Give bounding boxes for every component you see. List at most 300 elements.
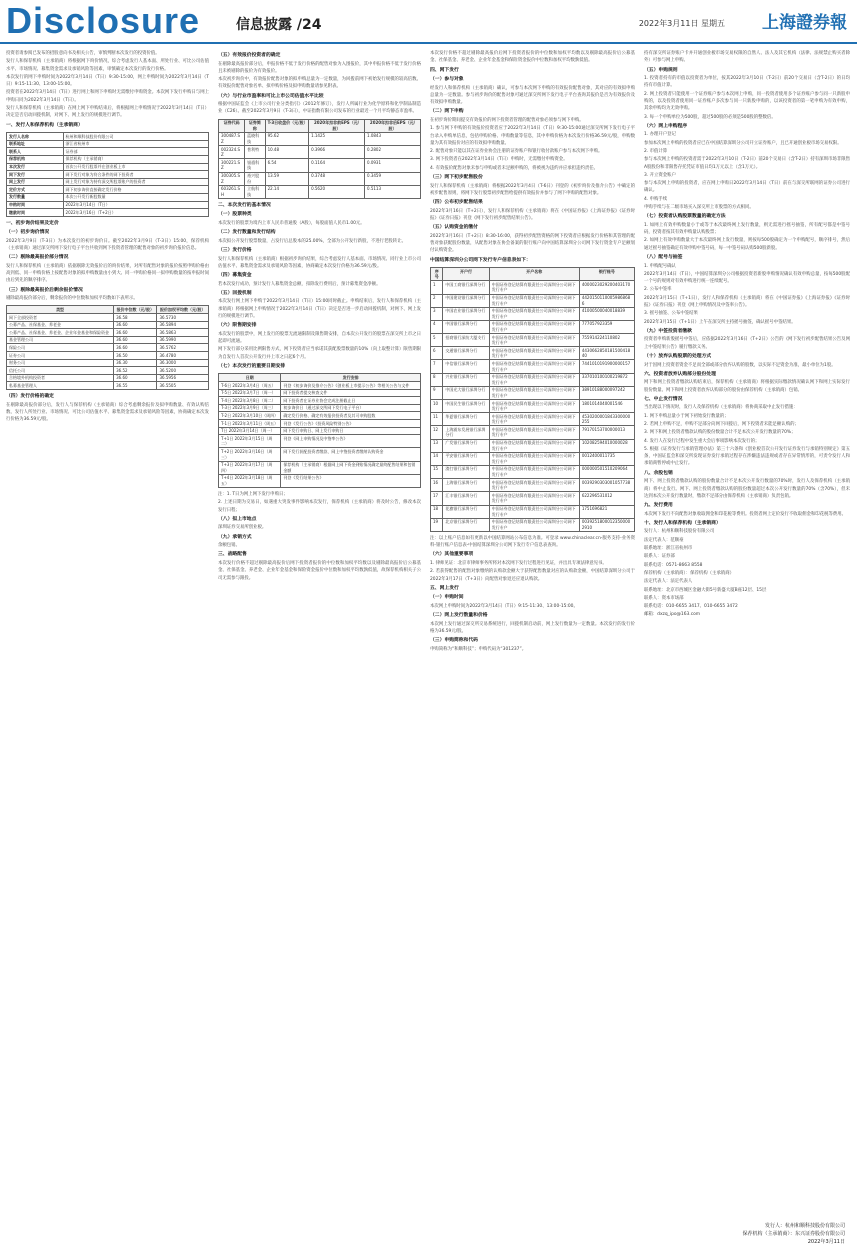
table-row bbox=[7, 186, 209, 194]
section-heading: （四）募集资金 bbox=[218, 273, 252, 279]
table-cell: 交通银行深圳分行 bbox=[443, 347, 489, 360]
table-cell: 12 bbox=[431, 426, 443, 439]
table-row bbox=[219, 420, 421, 428]
section-heading: （六）与行业市盈率和可比上市公司估值水平比较 bbox=[218, 93, 324, 99]
table-cell: 755914224110802 bbox=[579, 334, 634, 347]
section-heading: 七、中止发行情况 bbox=[644, 396, 683, 402]
table-cell: 8 bbox=[431, 373, 443, 386]
table-row bbox=[219, 374, 421, 382]
table-cell: 300487.SZ bbox=[219, 132, 245, 145]
table-cell: 443066285018150041840 bbox=[579, 347, 634, 360]
table-row bbox=[7, 193, 209, 201]
table-cell: 00392518000123500002910 bbox=[579, 518, 634, 531]
section-heading: 九、发行费用 bbox=[644, 503, 673, 509]
table-row bbox=[7, 374, 209, 382]
paragraph: 发行人：杭州和顺科技股份有限公司 bbox=[644, 529, 715, 535]
paragraph: 深圳证券交易所创业板。 bbox=[218, 525, 267, 531]
row-label: 申购时间 bbox=[7, 201, 64, 209]
row-value: 证券部 bbox=[63, 148, 208, 156]
row-label: 发行数量 bbox=[7, 193, 64, 201]
row-value: 2022年3月14日（T日） bbox=[63, 201, 208, 209]
table-cell: 18 bbox=[431, 505, 443, 518]
column-4 bbox=[644, 50, 850, 1200]
paragraph: 注：以上账户信息如有更新以中国结算网站公布信息为准。可登录 www.chinaclear.cn-服务支持-业务资料-银行账户信息表-中国结算深圳分公司网下发行专户信息表查询。 bbox=[430, 535, 635, 549]
column-header: 报价加权平均数（元/股） bbox=[157, 306, 209, 314]
section-title: Disclosure bbox=[6, 0, 201, 41]
table-cell: 中国建设银行深圳分行 bbox=[443, 294, 489, 307]
table-title: 中国结算深圳分公司网下发行专户信息表如下： bbox=[430, 257, 531, 263]
table-cell: 中国光大银行深圳分行 bbox=[443, 386, 489, 399]
table-row bbox=[219, 435, 421, 448]
paragraph: 发行人和保荐机构（主承销商）将根据2022年3月4日（T-6日）刊登的《初步询价及推介公告》中确定的初步配售原则，将网下发行股票初步配售给提供有效报价并参与了网下申购的配售对象。 bbox=[430, 183, 635, 196]
table-cell: 002324.SZ bbox=[219, 146, 245, 159]
table-cell: 36.4780 bbox=[157, 352, 209, 360]
table-cell: 36.60 bbox=[114, 374, 157, 382]
table-cell: 立航科技 bbox=[245, 185, 265, 198]
table-cell: 招商银行深纺大厦支行 bbox=[443, 334, 489, 347]
section-heading: （九）中签投资者缴款 bbox=[644, 328, 692, 334]
table-cell: 中国工商银行深圳分行 bbox=[443, 281, 489, 294]
table-cell: T-6日 2022年3月4日（周五） bbox=[219, 382, 281, 390]
table-cell: 22.14 bbox=[265, 185, 309, 198]
table-cell: 网下发行申购日、网上发行申购日 bbox=[281, 427, 421, 435]
row-value: 网下初步询价直接确定发行价格 bbox=[63, 186, 208, 194]
row-value: 网上发行对象为持有深交所股票账户的投资者 bbox=[63, 178, 208, 186]
paragraph: 2022年3月15日（T+1日）上午在深交所主持摇号抽签，确认摇号中签结果。 bbox=[644, 319, 796, 325]
table-cell: 中国证券登记结算有限责任公司深圳分公司网下发行专户 bbox=[489, 465, 579, 478]
paragraph: 发行人和保荐机构（主承销商）将根据网下询价情况，综合考虑发行人基本面、所处行业、可比公司估值水平、市场情况、募集资金需求及承销风险等因素，审慎确定本次发行的发行价格。 bbox=[6, 59, 209, 72]
footer-date: 2022年3月11日 bbox=[807, 1239, 845, 1245]
column-header: 开户名称 bbox=[489, 268, 579, 281]
paragraph: 联系人：资本市场部 bbox=[644, 595, 684, 601]
paragraph: 4. 有效报价配售对象未参与申购或者未足额申购的，将被视为违约并应承担违约责任。 bbox=[430, 165, 599, 171]
table-row bbox=[7, 314, 209, 322]
table-row bbox=[7, 155, 209, 163]
row-value: 浙江省杭州市 bbox=[63, 140, 208, 148]
table-cell: 普利特 bbox=[245, 146, 265, 159]
section-heading: 二、本次发行的基本情况 bbox=[218, 202, 271, 208]
paragraph: 网下发行部分采用比例限售方式，网下投资者应当承诺其获配股票数量的10%（向上取整计算）限售期限为自发行人首次公开发行并上市之日起6个月。 bbox=[218, 347, 421, 360]
table-cell: 蓝晓科技 bbox=[245, 132, 265, 145]
table-cell: 0039290303001057738 bbox=[579, 479, 634, 492]
paragraph: 法定代表人：范顺豪 bbox=[644, 537, 684, 543]
table-cell: 公募产品、社保基金、养老金 bbox=[7, 321, 114, 329]
table-cell: 网下全部投资者 bbox=[7, 314, 114, 322]
table-cell: 银禧科技 bbox=[245, 159, 265, 172]
table-cell: 中国证券登记结算有限责任公司深圳分公司网下发行专户 bbox=[489, 320, 579, 333]
table-row bbox=[431, 347, 635, 360]
column-header: 证券简称 bbox=[245, 119, 265, 132]
paragraph: 网下、网上投资者缴款认购的股份数量合计不足本次公开发行数量的70%时，发行人及保荐机构（主承销商）将中止发行。网下、网上投资者缴款认购的股份数量超过本次公开发行数量的70%（含70%），但未达到本次公开发行数量时，缴款不足部分由保荐机构（主承销商）负责包销。 bbox=[644, 479, 850, 499]
table-cell: 中国证券登记结算有限责任公司深圳分公司网下发行专户 bbox=[489, 347, 579, 360]
table-cell: 36.5762 bbox=[157, 344, 209, 352]
table-cell: 36.5200 bbox=[157, 367, 209, 375]
paragraph: 1. 投资者持有的市值以投资者为单位，按其2022年3月10日（T-2日）前20个交易日（含T-2日）的日均持有市值计算。 bbox=[644, 76, 850, 89]
table-cell: T+3日 2022年3月17日（周四） bbox=[219, 461, 281, 474]
table-row bbox=[219, 389, 421, 397]
row-value: 2022年3月16日（T+2日） bbox=[63, 209, 208, 217]
row-label: 联系人 bbox=[7, 148, 64, 156]
table-row bbox=[431, 373, 635, 386]
section-heading: （一）股票种类 bbox=[218, 212, 252, 218]
table-cell: 10.48 bbox=[265, 146, 309, 159]
column-1 bbox=[6, 50, 209, 1240]
table-row bbox=[431, 400, 635, 413]
table-cell: 17 bbox=[431, 492, 443, 505]
table-cell: 36.60 bbox=[114, 344, 157, 352]
table-cell: 41000500040018839 bbox=[579, 307, 634, 320]
table-cell: 36.5956 bbox=[157, 374, 209, 382]
section-heading: （一）初步询价情况 bbox=[6, 230, 50, 236]
table-row bbox=[7, 306, 209, 314]
table-cell: 36.55 bbox=[114, 382, 157, 390]
paragraph: 1. 申购配号确认 bbox=[644, 263, 676, 269]
table-cell: 中国证券登记结算有限责任公司深圳分公司网下发行专户 bbox=[489, 281, 579, 294]
peer-comparison-table bbox=[218, 119, 421, 199]
table-cell: 中国证券登记结算有限责任公司深圳分公司网下发行专户 bbox=[489, 479, 579, 492]
column-header: 银行账号 bbox=[579, 268, 634, 281]
paragraph: 2022年3月16日（T+2日），发行人和保荐机构（主承销商）将在《中国证券报》《上海证券报》《证券时报》《证券日报》刊登《网下发行初步配售结果公告》。 bbox=[430, 208, 635, 221]
section-heading: （三）申购简称和代码 bbox=[430, 638, 478, 644]
paragraph: 3. 网下和网上投资者缴款认购的股份数量合计不足本次公开发行数量的70%； bbox=[644, 430, 796, 436]
section-heading: 三、战略配售 bbox=[218, 552, 247, 558]
table-cell: 000000501510209064 bbox=[579, 465, 634, 478]
table-cell: 2 bbox=[431, 294, 443, 307]
paragraph: 本次发行的股票中，网上发行的股票无流通限制及限售期安排，自本次公开发行的股票在深交所上市之日起即可流通。 bbox=[218, 331, 421, 345]
table-row bbox=[219, 461, 421, 474]
section-heading: 五、网上发行 bbox=[430, 585, 459, 591]
table-cell: 0.3966 bbox=[309, 146, 365, 159]
table-cell: 4 bbox=[431, 320, 443, 333]
paragraph: 经发行人和保荐机构（主承销商）确认，可参与本次网下申购的有效报价配售对象，其对应的有效拟申购总量为一定数量。参与初步询价的配售对象可通过深交所网下发行电子平台查询其报价是否为有效报价及有效拟申购数量。 bbox=[430, 85, 635, 106]
table-cell: 初步询价日（通过深交所网下发行电子平台） bbox=[281, 404, 421, 412]
table-cell: 中国证券登记结算有限责任公司深圳分公司网下发行专户 bbox=[489, 413, 579, 426]
section-heading: （四）发行价格的确定 bbox=[6, 394, 54, 400]
section-heading: （二）发行数量和发行结构 bbox=[218, 230, 276, 236]
table-row bbox=[219, 159, 421, 172]
paragraph: 3. 每一个申购单位为500股，超过500股的必须是500股的整数倍。 bbox=[644, 114, 776, 120]
table-row bbox=[7, 133, 209, 141]
bank-account-table bbox=[430, 267, 635, 532]
table-cell: 10 bbox=[431, 400, 443, 413]
section-heading: （二）网上发行数量和价格 bbox=[430, 613, 488, 619]
paragraph: 本次拟公开发行股票数量，占发行后总股本的25.00%，全部为公开发行新股，不进行老股转让。 bbox=[218, 238, 406, 244]
table-cell: 网下投资者提交核查文件 bbox=[281, 389, 421, 397]
paragraph: 2. 若获得配售的配售对象缴纳的认购款金额大于获得配售数量对应的认购款金额，中国结算深圳分公司于2022年3月17日（T+3日）向配售对象退还应退认购款。 bbox=[430, 569, 635, 582]
table-cell: 1801014040001546 bbox=[579, 400, 634, 413]
paragraph: 本次发行价格不超过剔除最高报价后网下投资者报价的中位数和加权平均数以及剔除最高报价后公募基金、社保基金、养老金、企业年金基金和保险资金报价中位数和加权平均数孰低值。 bbox=[430, 51, 635, 64]
table-cell: 622296531012 bbox=[579, 492, 634, 505]
table-cell: 0.2802 bbox=[365, 146, 421, 159]
paragraph: 联系电话：010-6655 3417、010-6655 3472 bbox=[644, 604, 738, 610]
table-row bbox=[219, 146, 421, 159]
table-cell: 中国证券登记结算有限责任公司深圳分公司网下发行专户 bbox=[489, 505, 579, 518]
table-cell: 财务公司 bbox=[7, 359, 114, 367]
paragraph: 2. 市值计算 bbox=[644, 148, 668, 154]
table-cell: 裕兴股份 bbox=[245, 172, 265, 185]
table-row bbox=[219, 404, 421, 412]
paragraph: 联系地址：浙江省杭州市 bbox=[644, 546, 693, 552]
table-cell: 0.3459 bbox=[365, 172, 421, 185]
table-cell: 刊登《发行结果公告》 bbox=[281, 474, 421, 487]
table-cell: 中国证券登记结算有限责任公司深圳分公司网下发行专户 bbox=[489, 373, 579, 386]
table-cell: 中国农业银行深圳分行 bbox=[443, 307, 489, 320]
paragraph: 1. 网下申购总量小于网下初始发行数量的； bbox=[644, 413, 729, 419]
table-row bbox=[431, 479, 635, 492]
row-label: 定价方式 bbox=[7, 186, 64, 194]
table-cell: 中国证券登记结算有限责任公司深圳分公司网下发行专户 bbox=[489, 439, 579, 452]
table-cell: 19 bbox=[431, 518, 443, 531]
section-heading: （一）申购时间 bbox=[430, 595, 464, 601]
table-row bbox=[219, 172, 421, 185]
table-cell: 3 bbox=[431, 307, 443, 320]
row-label: 保荐机构 bbox=[7, 155, 64, 163]
table-cell: 1751696821 bbox=[579, 505, 634, 518]
table-cell: 兴业银行深圳分行 bbox=[443, 373, 489, 386]
table-cell: 平安银行深圳分行 bbox=[443, 452, 489, 465]
table-cell: T日 2022年3月14日（周一） bbox=[219, 427, 281, 435]
paragraph: 联系电话：0571-8663 8558 bbox=[644, 562, 703, 568]
table-cell: 0.5620 bbox=[309, 185, 365, 198]
paragraph: 联系人：证券部 bbox=[644, 554, 675, 560]
table-cell: 6 bbox=[431, 347, 443, 360]
table-row bbox=[431, 465, 635, 478]
paragraph: 参与本次网上申购的投资者需于2022年3月10日（T-2日）前20个交易日（含T-2日）持有深圳市场非限售A股股份和非限售存托凭证市值日均1万元以上（含1万元）。 bbox=[644, 157, 850, 170]
table-row bbox=[431, 518, 635, 531]
paragraph: 投资者申购新股摇号中签后，应依据2022年3月16日（T+2日）公告的《网下发行初步配售结果公告及网上中签结果公告》履行缴款义务。 bbox=[644, 337, 850, 350]
footer-issuer: 发行人：杭州和顺科技股份有限公司 bbox=[764, 1223, 845, 1229]
table-row bbox=[7, 329, 209, 337]
table-cell: T+4日 2022年3月18日（周五） bbox=[219, 474, 281, 487]
paragraph: 邮箱：dxzq_ipo@163.com bbox=[644, 612, 701, 618]
paragraph: 3. 开立资金账户 bbox=[644, 172, 676, 178]
paragraph: 本次发行网上网下申购于2022年3月14日（T日）15:00同时截止。申购结束后，发行人和保荐机构（主承销商）将根据网上申购情况于2022年3月14日（T日）决定是否进一步启动回拨机制，对网下、网上发行的规模进行调节。 bbox=[218, 299, 421, 319]
table-row bbox=[7, 163, 209, 171]
table-cell: 0.3748 bbox=[309, 172, 365, 185]
section-heading: （二）网下申购 bbox=[430, 109, 464, 115]
table-row bbox=[431, 307, 635, 320]
table-cell: 上海浦东发展银行深圳分行 bbox=[443, 426, 489, 439]
table-cell: 网下投资者在证券业协会完成注册截止日 bbox=[281, 397, 421, 405]
table-cell: T-4日 2022年3月8日（周二） bbox=[219, 397, 281, 405]
table-cell: 36.50 bbox=[114, 352, 157, 360]
section-heading: 四、网下发行 bbox=[430, 67, 459, 73]
section-heading: （九）承销方式 bbox=[218, 534, 252, 540]
row-label: 发行人名称 bbox=[7, 133, 64, 141]
paragraph: 在初步询价期间提交有效报价的网下投资者管理的配售对象必须参与网下申购。 bbox=[430, 117, 584, 123]
paragraph: 3. 摇号抽签、公布中签结果 bbox=[644, 311, 698, 317]
table-cell: 7441010191900000157 bbox=[579, 360, 634, 373]
table-row bbox=[219, 412, 421, 420]
quote-summary-table bbox=[6, 305, 209, 390]
table-cell: 合格境外机构投资者 bbox=[7, 374, 114, 382]
section-heading: （十）放弃认购股票的处理方式 bbox=[644, 354, 712, 359]
table-cell: 信托公司 bbox=[7, 367, 114, 375]
paragraph: 对于因网上投资者资金不足而全部或部分放弃认购的股数，以实际不足资金为准，最小单位为1股。 bbox=[644, 362, 836, 368]
paragraph: 发行人和保荐机构（主承销商）依据剔除无效报价后的询价结果，对所有配售对象的报价按照申购价格由高到低、同一申购价格上按配售对象的拟申购数量由小到大、同一申购价格同一拟申购数量的按申报时间由后到先的顺序排序。 bbox=[6, 263, 209, 284]
section-heading: （一）参与对象 bbox=[430, 77, 464, 83]
paragraph: 本次网下发行不向配售对象收取佣金和印花税等费用。投资者网上定价发行不收取佣金和印花税等费用。 bbox=[644, 511, 846, 517]
table-cell: 保险公司 bbox=[7, 344, 114, 352]
table-row bbox=[7, 178, 209, 186]
masthead bbox=[0, 0, 857, 44]
row-label: 联系地址 bbox=[7, 140, 64, 148]
section-heading: （三）网下初步配售股份 bbox=[430, 175, 483, 181]
table-cell: 4530200001843300000255 bbox=[579, 413, 634, 426]
table-cell: 广发银行深圳分行 bbox=[443, 439, 489, 452]
table-cell: 中国证券登记结算有限责任公司深圳分公司网下发行专户 bbox=[489, 518, 579, 531]
paragraph: 2. 公布中签率 bbox=[644, 287, 672, 293]
column-2 bbox=[218, 50, 421, 1240]
section-heading: （三）剔除最高报价后剩余报价情况 bbox=[6, 287, 83, 293]
table-cell: 证券公司 bbox=[7, 352, 114, 360]
section-heading: （六）其他重要事项 bbox=[430, 552, 474, 558]
row-label: 网上发行 bbox=[7, 178, 64, 186]
row-value: 本次公开发行新股数量 bbox=[63, 193, 208, 201]
table-cell: 中国证券登记结算有限责任公司深圳分公司网下发行专户 bbox=[489, 386, 579, 399]
table-cell: 36.60 bbox=[114, 336, 157, 344]
paragraph: 投资者在2022年3月14日（T日）进行网上和网下申购时无需缴付申购资金。本次网下发行申购日与网上申购日同为2022年3月14日（T日）。 bbox=[6, 90, 209, 103]
paragraph: 在剔除最高报价部分后，申报价格不低于发行价格的配售对象为入围报价，其中申报价格不低于发行价格且未被剔除的报价为有效报价。 bbox=[218, 61, 421, 74]
row-label: 网下发行 bbox=[7, 171, 64, 179]
table-row bbox=[431, 360, 635, 373]
table-row bbox=[219, 132, 421, 145]
table-cell: 36.60 bbox=[114, 321, 157, 329]
table-cell: 1.1425 bbox=[309, 132, 365, 145]
table-cell: 36.3000 bbox=[157, 359, 209, 367]
paragraph: 2. 如网上有效申购数量大于本次最终网上发行数量，则按每500股确定为一个申购配号，顺序排号，然后通过摇号抽签确定有效申购中签号码，每一中签号码认购500股新股。 bbox=[644, 238, 850, 251]
row-label: 缴款时间 bbox=[7, 209, 64, 217]
section-heading: （八）配号与抽签 bbox=[644, 255, 683, 261]
table-row bbox=[7, 336, 209, 344]
table-cell: 14 bbox=[431, 452, 443, 465]
table-cell: 0.5113 bbox=[365, 185, 421, 198]
table-cell: 0.0931 bbox=[365, 159, 421, 172]
table-cell: 36.60 bbox=[114, 329, 157, 337]
column-header: 发行安排 bbox=[281, 374, 421, 382]
section-heading: （二）剔除最高报价部分情况 bbox=[6, 255, 69, 261]
table-cell: T-2日 2022年3月10日（周四） bbox=[219, 412, 281, 420]
table-cell: 777057923359 bbox=[579, 320, 634, 333]
paragraph: 参加本次网上申购的投资者应已在中国结算深圳分公司开立证券账户，且已开通创业板市场交易权限。 bbox=[644, 140, 842, 146]
column-3 bbox=[430, 50, 635, 1240]
section-heading: 八、余股包销 bbox=[644, 470, 673, 476]
table-row bbox=[219, 474, 421, 487]
table-cell: 79170153700000013 bbox=[579, 426, 634, 439]
table-cell: 确定发行价格、确定有效报价投资者及其可申购股数 bbox=[281, 412, 421, 420]
table-cell: 337010100100219872 bbox=[579, 373, 634, 386]
row-value: 首次公开发行股票并在创业板上市 bbox=[63, 163, 208, 171]
table-cell: 保荐机构（主承销商）根据网上网下资金到账情况确定最终配售结果和包销金额 bbox=[281, 461, 421, 474]
newspaper-logo: 上海證券報 bbox=[762, 13, 847, 33]
paragraph: 2. 网上投资者只能使用一个证券账户参与本次网上申购，同一投资者使用多个证券账户参与同一只新股申购的，以及投资者使用同一证券账户多次参与同一只新股申购的，以该投资者的第一笔申购为有效申购，其余申购均为无效申购。 bbox=[644, 91, 850, 112]
table-row bbox=[7, 148, 209, 156]
table-cell: 4000023029200403170 bbox=[579, 281, 634, 294]
paragraph: 4. 申购手续 bbox=[644, 196, 668, 202]
paragraph: 本次发行的股票为境内上市人民币普通股（A股），每股面值人民币1.00元。 bbox=[218, 220, 365, 226]
section-heading: （七）投资者认购股票数量的确定方法 bbox=[644, 214, 726, 220]
table-cell: 6.54 bbox=[265, 159, 309, 172]
table-row bbox=[431, 281, 635, 294]
table-cell: 300221.SZ bbox=[219, 159, 245, 172]
paragraph: 投资者请参阅已发布的招股意向书及相关公告，审慎判断本次发行的投资价值。 bbox=[6, 51, 160, 56]
table-cell: 基金管理公司 bbox=[7, 336, 114, 344]
paragraph: 本次发行价格不超过剔除最高报价后网下投资者报价的中位数和加权平均数以及剔除最高报价后公募基金、社保基金、养老金、企业年金基金和保险资金报价中位数和加权平均数孰低值，故保荐机构相关子公司无需参与跟投。 bbox=[218, 560, 421, 581]
paragraph: 3. 网下投资者在2022年3月14日（T日）申购时，无需缴付申购资金。 bbox=[430, 157, 568, 163]
section-heading: （六）网上申购程序 bbox=[644, 123, 688, 129]
paragraph: 本次发行的网下申购时间为2022年3月14日（T日）9:30-15:00，网上申购时间为2022年3月14日（T日）9:15-11:30、13:00-15:00。 bbox=[6, 74, 209, 88]
table-row bbox=[219, 185, 421, 198]
table-cell: 5 bbox=[431, 334, 443, 347]
paragraph: 2022年3月14日（T日），中国结算深圳分公司根据投资者新股申购情况确认有效申购总量，按每500股配一个号的规则对有效申购进行统一连续配号。 bbox=[644, 271, 850, 285]
paragraph: 2. 若网上申购不足，申购不足部分向网下回拨后，网下投资者未能足额认购的； bbox=[644, 421, 799, 427]
row-value: 杭州和顺科技股份有限公司 bbox=[63, 133, 208, 141]
column-header: 类型 bbox=[7, 306, 114, 314]
paragraph: 1. 律师见证：北京市律师事务所将对本次网下发行过程进行见证，并出具专项法律意见书。 bbox=[430, 560, 607, 566]
table-cell: 7 bbox=[431, 360, 443, 373]
table-cell: 中国银行深圳分行 bbox=[443, 320, 489, 333]
table-cell: 中国证券登记结算有限责任公司深圳分公司网下发行专户 bbox=[489, 452, 579, 465]
table-cell: 0.1164 bbox=[309, 159, 365, 172]
table-cell: 刊登《发行公告》《投资风险特别公告》 bbox=[281, 420, 421, 428]
paragraph: 1. 如网上有效申购数量小于或等于本次最终网上发行数量，则无需进行摇号抽签，所有配号都是中签号码，投资者按其有效申购量认购股票； bbox=[644, 222, 850, 236]
paragraph: 2022年3月9日（T-3日）为本次发行的初步询价日。截至2022年3月9日（T-3日）15:00，保荐机构（主承销商）通过深交所网下发行电子平台共收到网下投资者管理的配售对象的初步询价报价信息。 bbox=[6, 238, 209, 251]
table-cell: 中国证券登记结算有限责任公司深圳分公司网下发行专户 bbox=[489, 334, 579, 347]
table-row bbox=[7, 382, 209, 390]
table-cell: T-1日 2022年3月11日（周五） bbox=[219, 420, 281, 428]
paragraph: 持有深交所证券账户卡并开通创业板市场交易权限的自然人、法人及其它机构（法律、法规禁止购买者除外）可参与网上申购。 bbox=[644, 51, 850, 64]
footer-sponsor: 保荐机构（主承销商）：东兴证券股份有限公司 bbox=[742, 1231, 845, 1237]
table-row bbox=[431, 426, 635, 439]
paragraph: 本次网上发行通过深交所交易系统进行，回拨机制启动前，网上发行数量为一定数量。本次发行的发行价格为36.59元/股。 bbox=[430, 621, 635, 634]
page-label: 信息披露 /24 bbox=[236, 17, 322, 33]
paragraph: 2022年3月15日（T+1日），发行人和保荐机构（主承销商）将在《中国证券报》《上海证券报》《证券时报》《证券日报》刊登《网上申购情况及中签率公告》。 bbox=[644, 295, 850, 309]
table-cell: T-5日 2022年3月7日（周一） bbox=[219, 389, 281, 397]
paragraph: 2022年3月16日（T+2日）8:30-16:00，获得初步配售资格的网下投资者应根据发行价格和其管理的配售对象获配股份数量，从配售对象在协会备案的银行账户向中国结算深圳分公司网下发行资金专户足额划付认购资金。 bbox=[430, 233, 635, 254]
paragraph: 发行人和保荐机构（主承销商）在网上网下申购结束后，将根据网上申购情况于2022年3月14日（T日）决定是否启动回拨机制，对网下、网上发行的规模进行调节。 bbox=[6, 106, 209, 119]
row-value: 网下发行对象为符合条件的网下投资者 bbox=[63, 171, 208, 179]
table-cell: 9 bbox=[431, 386, 443, 399]
paragraph: 2. 上述日期为交易日，如遇重大突发事件影响本次发行，保荐机构（主承销商）将及时公告，修改本次发行日程； bbox=[218, 500, 421, 513]
table-row bbox=[431, 452, 635, 465]
table-cell: 36.5505 bbox=[157, 382, 209, 390]
row-value: 保荐机构（主承销商） bbox=[63, 155, 208, 163]
table-cell: 44201501100059868686 bbox=[579, 294, 634, 307]
table-row bbox=[219, 382, 421, 390]
paragraph: 保荐机构（主承销商）：保荐机构（主承销商） bbox=[644, 570, 735, 576]
paragraph: 2. 配售对象只能以其在证券业协会注册的证券账户和银行收付款账户参与本次网下申购。 bbox=[430, 149, 603, 155]
paragraph: 1. 办理开户登记 bbox=[644, 132, 676, 138]
table-cell: 1 bbox=[431, 281, 443, 294]
section-heading: （五）回拨机制 bbox=[218, 290, 252, 296]
paragraph: 法定代表人：法定代表人 bbox=[644, 579, 693, 585]
column-header: 序号 bbox=[431, 268, 443, 281]
table-cell: 汇丰银行深圳分行 bbox=[443, 492, 489, 505]
table-row bbox=[431, 492, 635, 505]
table-cell: 刊登《网上申购情况及中签率公告》 bbox=[281, 435, 421, 448]
section-heading: （五）有效报价投资者的确定 bbox=[218, 53, 281, 58]
table-cell: T-3日 2022年3月9日（周三） bbox=[219, 404, 281, 412]
section-heading: （八）拟上市地点 bbox=[218, 516, 257, 522]
table-cell: 13 bbox=[431, 439, 443, 452]
table-cell: 300305.SZ bbox=[219, 172, 245, 185]
table-row bbox=[7, 367, 209, 375]
table-cell: 36.5990 bbox=[157, 336, 209, 344]
table-row bbox=[431, 334, 635, 347]
table-cell: 中国证券登记结算有限责任公司深圳分公司网下发行专户 bbox=[489, 400, 579, 413]
section-heading: （四）公布初步配售结果 bbox=[430, 200, 483, 206]
section-heading: （六）限售期安排 bbox=[218, 323, 257, 329]
